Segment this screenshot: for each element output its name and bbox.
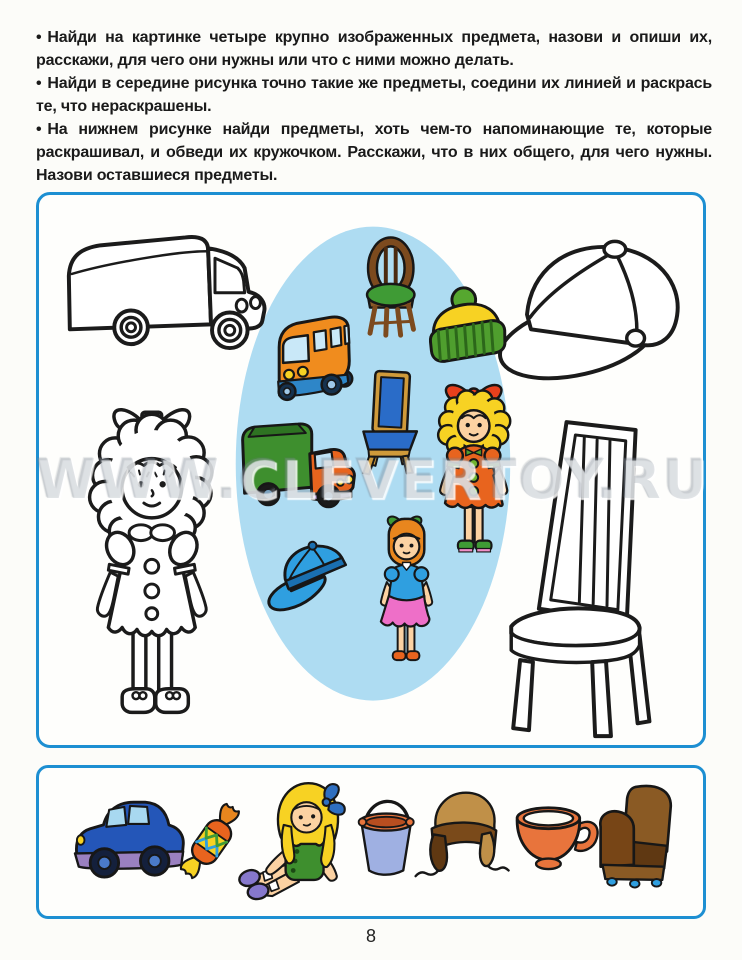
instruction-item-2 [36,72,712,118]
instruction-item-1 [36,26,712,72]
bullet-marker: • [36,29,42,46]
watermark: WWW.CLEVERTOY.RU [36,448,709,511]
instruction-item-3 [36,118,712,187]
bottom-picture-box [36,765,706,919]
main-picture-box [36,192,709,748]
instruction-text-3: На нижнем рисунке найди предметы, хоть чем-то напоминающие те, которые раскрашивал, и обведи их кружочком. Расскажи, что в них общего, для чего нужны. Назови оставшиеся предметы. [36,121,712,184]
blue-car-drawing [75,802,183,877]
outline-doll-drawing [90,410,212,713]
armchair-drawing [600,786,670,888]
fur-hat-drawing [416,793,509,876]
instruction-text-2: Найди в середине рисунка точно такие же предметы, соедини их линией и раскрась те, что нераскрашены. [36,75,712,115]
bucket-drawing [359,801,414,874]
orange-bus-drawing [278,317,352,400]
bullet-marker: • [36,121,42,138]
cup-drawing [517,808,598,869]
main-picture-drawing [39,195,703,745]
instructions-block [36,26,712,187]
outline-chair-drawing [511,422,649,736]
bottom-picture-drawing [39,768,703,916]
outline-truck-drawing [69,237,265,348]
bullet-marker: • [36,75,42,92]
sitting-doll-drawing [237,783,344,901]
outline-cap-drawing [493,241,678,391]
page-number: 8 [365,926,376,946]
instruction-text-1: Найди на картинке четыре крупно изображенных предмета, назови и опиши их, расскажи, для чего они нужны или что с ними можно делать. [36,29,712,69]
candy-drawing [177,801,246,883]
